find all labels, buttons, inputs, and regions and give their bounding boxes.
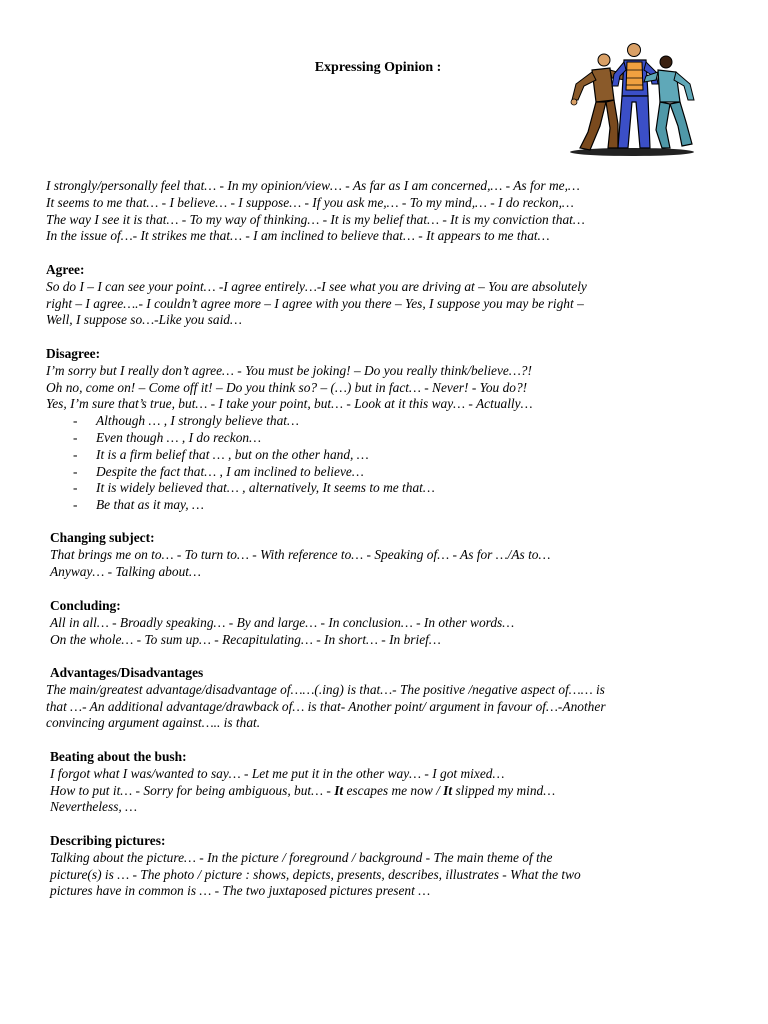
describing-line: pictures have in common is … - The two juxtaposed pictures present …	[50, 883, 431, 899]
advantages-line: The main/greatest advantage/disadvantage of……(.ing) is that…- The positive /negative aspect of…… is	[46, 681, 605, 697]
beating-about-bush-section	[50, 749, 730, 816]
disagree-section	[46, 346, 726, 514]
agree-line: right – I agree….- I couldn’t agree more – I agree with you there – Yes, I suppose you may be right –	[46, 295, 584, 311]
changing-subject-line: Anyway… - Talking about…	[50, 563, 201, 579]
disagree-bullet: - It is a firm belief that … , but on the other hand, …	[73, 446, 369, 462]
beating-line: I forgot what I was/wanted to say… - Let me put it in the other way… - I got mixed…	[50, 765, 505, 781]
describing-line: Talking about the picture… - In the picture / foreground / background - The main theme of the	[50, 849, 553, 865]
concluding-heading: Concluding:	[50, 598, 121, 613]
agree-section	[46, 262, 726, 329]
beating-heading: Beating about the bush:	[50, 749, 187, 764]
arguing-people-illustration	[562, 40, 702, 158]
intro-line: I strongly/personally feel that… - In my opinion/view… - As far as I am concerned,… - As for me,…	[46, 178, 580, 193]
page-title: Expressing Opinion :	[314, 60, 442, 75]
changing-subject-heading: Changing subject:	[50, 530, 155, 545]
describing-heading: Describing pictures:	[50, 833, 166, 848]
beating-line: How to put it… - Sorry for being ambiguous, but… - It escapes me now / It slipped my mind…	[50, 782, 556, 798]
intro-line: In the issue of…- It strikes me that… - I am inclined to believe that… - It appears to me that…	[46, 228, 550, 244]
changing-subject-line: That brings me on to… - To turn to… - With reference to… - Speaking of… - As for …/As to…	[50, 546, 551, 562]
agree-line: Well, I suppose so…-Like you said…	[46, 312, 242, 328]
intro-line: It seems to me that… - I believe… - I suppose… - If you ask me,… - To my mind,… - I do reckon,…	[46, 194, 574, 210]
describing-line: picture(s) is … - The photo / picture : shows, depicts, presents, describes, illustrates - What the two	[50, 866, 581, 882]
advantages-heading: Advantages/Disadvantages	[50, 665, 204, 680]
agree-heading: Agree:	[46, 262, 85, 277]
concluding-section	[50, 598, 730, 648]
beating-line: Nevertheless, …	[50, 799, 138, 815]
disagree-heading: Disagree:	[46, 346, 101, 361]
advantages-section	[46, 665, 726, 732]
intro-phrases	[46, 178, 726, 245]
left-man-figure	[571, 54, 626, 150]
advantages-line: that …- An additional advantage/drawback of… is that- Another point/ argument in favour of…-Another	[46, 698, 606, 714]
disagree-line: Oh no, come on! – Come off it! – Do you think so? – (…) but in fact… - Never! - You do?!	[46, 379, 528, 395]
advantages-line: convincing argument against….. is that.	[46, 715, 261, 731]
disagree-line: Yes, I’m sure that’s true, but… - I take your point, but… - Look at it this way… - Actually…	[46, 396, 533, 412]
disagree-bullet: - Be that as it may, …	[73, 497, 204, 513]
middle-man-figure	[612, 44, 658, 149]
describing-pictures-section	[50, 833, 730, 900]
disagree-line: I’m sorry but I really don’t agree… - You must be joking! – Do you really think/believe…?!	[46, 362, 532, 378]
disagree-bullet: - It is widely believed that… , alternatively, It seems to me that…	[73, 480, 435, 496]
disagree-bullet: - Although … , I strongly believe that…	[73, 413, 299, 429]
disagree-bullet: - Even though … , I do reckon…	[73, 429, 261, 445]
concluding-line: On the whole… - To sum up… - Recapitulating… - In short… - In brief…	[50, 631, 441, 647]
agree-line: So do I – I can see your point… -I agree entirely…-I see what you are driving at – You are absolutely	[46, 278, 587, 294]
intro-line: The way I see it is that… - To my way of thinking… - It is my belief that… - It is my conviction that…	[46, 211, 585, 227]
changing-subject-section	[50, 530, 730, 580]
disagree-bullet: - Despite the fact that… , I am inclined to believe…	[73, 463, 364, 479]
concluding-line: All in all… - Broadly speaking… - By and large… - In conclusion… - In other words…	[50, 614, 515, 630]
